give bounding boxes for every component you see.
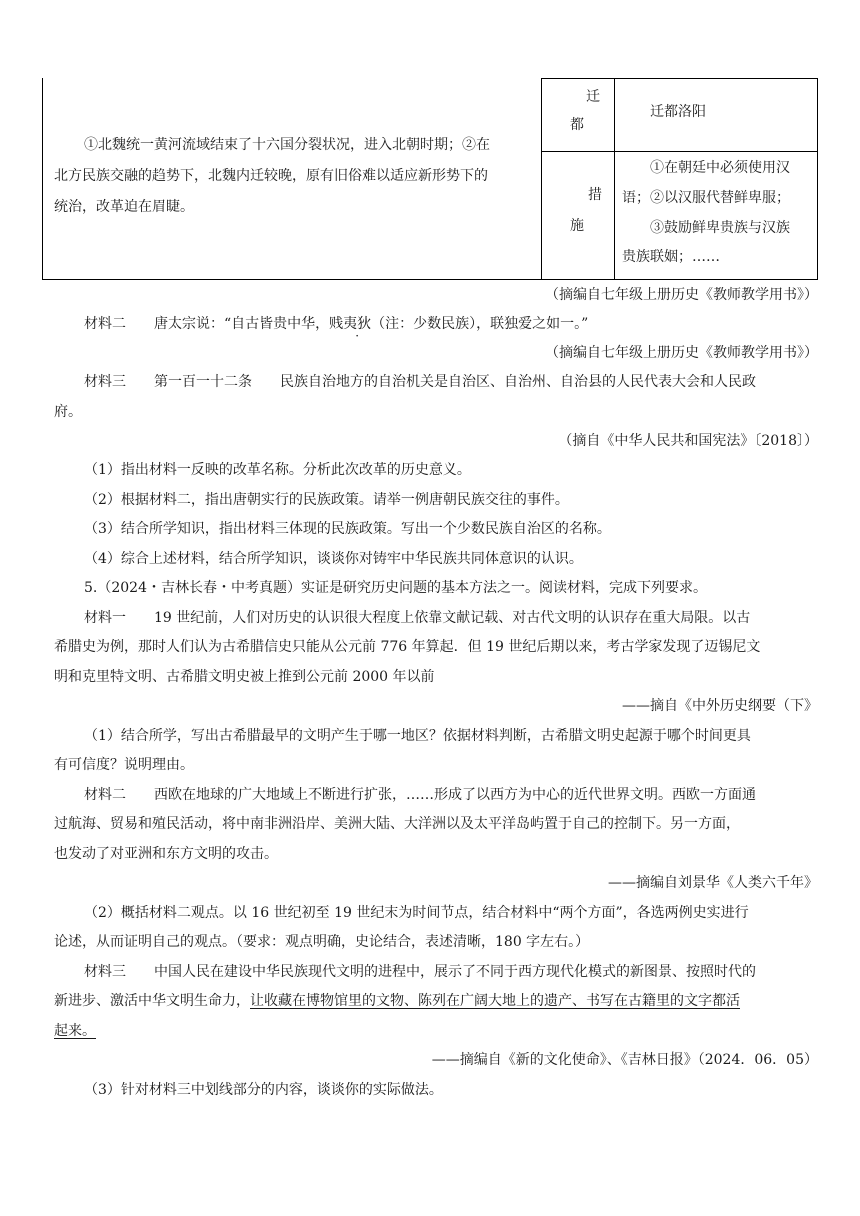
- material2-text: [154, 313, 588, 333]
- row1-label-char1: 迁: [586, 89, 600, 105]
- q5-material3-source: ——摘编自《新的文化使命》、《吉林日报》（2024．06．05）: [431, 1052, 818, 1068]
- row1-label-char2: 都: [570, 117, 584, 133]
- table-inner-vertical: [614, 78, 615, 280]
- material2-emphasis: 夷狄: [343, 316, 372, 332]
- q5-material1-line-3: 明和克里特文明、古希腊文明史被上推到公元前 2000 年以前: [54, 669, 435, 685]
- material2-text-a: 唐太宗说：“自古皆贵中华，贱: [154, 316, 344, 332]
- q5-material3-plain: 新进步、激活中华文明生命力，: [54, 993, 250, 1009]
- table-left-border: [42, 78, 43, 280]
- q5-material2-line-2: 过航海、贸易和殖民活动，将中南非洲沿岸、美洲大陆、大洋洲以及太平洋岛屿置于自己的控制下。另一方面，: [54, 816, 740, 832]
- table-bottom-border: [42, 279, 818, 280]
- q5-material1-line-2: 希腊史为例，那时人们认为古希腊信史只能从公元前 776 年算起．但 19 世纪后期以来，考古学家发现了迈锡尼文: [54, 639, 761, 655]
- q5-question2-line-2: 论述，从而证明自己的观点。（要求：观点明确，史论结合，表述清晰，180 字左右。）: [54, 934, 590, 950]
- source-line-1: （摘编自七年级上册历史《教师教学用书》）: [545, 287, 818, 303]
- q5-material3-underlined-2: 起来。: [54, 1023, 96, 1039]
- q5-question2-line-1: （2）概括材料二观点。以 16 世纪初至 19 世纪末为时间节点，结合材料中“两个方面”，各选两例史实进行: [84, 905, 749, 921]
- table-divider-vertical: [541, 78, 542, 280]
- table-right-border: [817, 78, 818, 280]
- material3-line-1: 第一百一十二条 民族自治地方的自治机关是自治区、自治州、自治县的人民代表大会和人民政: [154, 374, 756, 390]
- source-line-3: （摘自《中华人民共和国宪法》〔2018〕）: [558, 433, 818, 449]
- row2-content-line-3: ③鼓励鲜卑贵族与汉族: [650, 220, 790, 236]
- q5-material2-line-3: 也发动了对亚洲和东方文明的攻击。: [54, 846, 278, 862]
- question-4: （4）综合上述材料，结合所学知识，谈谈你对铸牢中华民族共同体意识的认识。: [84, 551, 583, 567]
- q5-question1-line-1: （1）结合所学，写出古希腊最早的文明产生于哪一地区？依据材料判断，古希腊文明史起源于哪个时间更具: [84, 728, 751, 744]
- table-inner-horizontal: [541, 151, 818, 152]
- table-left-line-1: ①北魏统一黄河流域结束了十六国分裂状况，进入北朝时期；②在: [84, 137, 490, 153]
- question-3: （3）结合所学知识，指出材料三体现的民族政策。写出一个少数民族自治区的名称。: [84, 521, 611, 537]
- question-1: （1）指出材料一反映的改革名称。分析此次改革的历史意义。: [84, 462, 471, 478]
- source-line-2: （摘编自七年级上册历史《教师教学用书》）: [545, 345, 818, 361]
- q5-material3-line-3: [54, 1020, 96, 1040]
- question-2: （2）根据材料二，指出唐朝实行的民族政策。请举一例唐朝民族交往的事件。: [84, 492, 569, 508]
- row2-content-line-2: 语；②以汉服代替鲜卑服；: [622, 190, 790, 206]
- material3-label: 材料三: [84, 374, 126, 390]
- material2-text-c: （注：少数民族），联独爱之如一。”: [371, 316, 589, 332]
- q5-material1-line-1: 材料一 19 世纪前，人们对历史的认识很大程度上依靠文献记载、对古代文明的认识存在重大局限。以古: [84, 610, 751, 626]
- q5-material1-source: ——摘自《中外历史纲要（下》: [622, 698, 818, 714]
- row2-label-char1: 措: [588, 187, 602, 203]
- q5-material2-source: ——摘编自刘景华《人类六千年》: [608, 875, 818, 891]
- q5-material3-underlined-1: 让收藏在博物馆里的文物、陈列在广阔大地上的遗产、书写在古籍里的文字都活: [250, 993, 740, 1009]
- material3-line-2: 府。: [54, 404, 82, 420]
- material2-label: 材料二: [84, 316, 126, 332]
- row2-label-char2: 施: [570, 218, 584, 234]
- q5-question1-line-2: 有可信度？说明理由。: [54, 757, 194, 773]
- q5-material3-line-1: 材料三 中国人民在建设中华民族现代文明的进程中，展示了不同于西方现代化模式的新图景、按照时代的: [84, 964, 756, 980]
- table-left-line-2: 北方民族交融的趋势下，北魏内迁较晚，原有旧俗难以适应新形势下的: [54, 168, 488, 184]
- q5-material2-line-1: 材料二 西欧在地球的广大地域上不断进行扩张，……形成了以西方为中心的近代世界文明。西欧一方面通: [84, 787, 756, 803]
- q5-intro: 5.（2024・吉林长春・中考真题）实证是研究历史问题的基本方法之一。阅读材料，完成下列要求。: [84, 580, 707, 596]
- q5-question3: （3）针对材料三中划线部分的内容，谈谈你的实际做法。: [84, 1082, 443, 1098]
- table-top-border-right: [541, 78, 818, 79]
- table-left-line-3: 统治，改革迫在眉睫。: [54, 199, 194, 215]
- row2-content-line-1: ①在朝廷中必须使用汉: [650, 160, 790, 176]
- q5-material3-line-2: [54, 990, 740, 1010]
- row1-content: 迁都洛阳: [650, 104, 706, 120]
- row2-content-line-4: 贵族联姻；……: [622, 249, 720, 265]
